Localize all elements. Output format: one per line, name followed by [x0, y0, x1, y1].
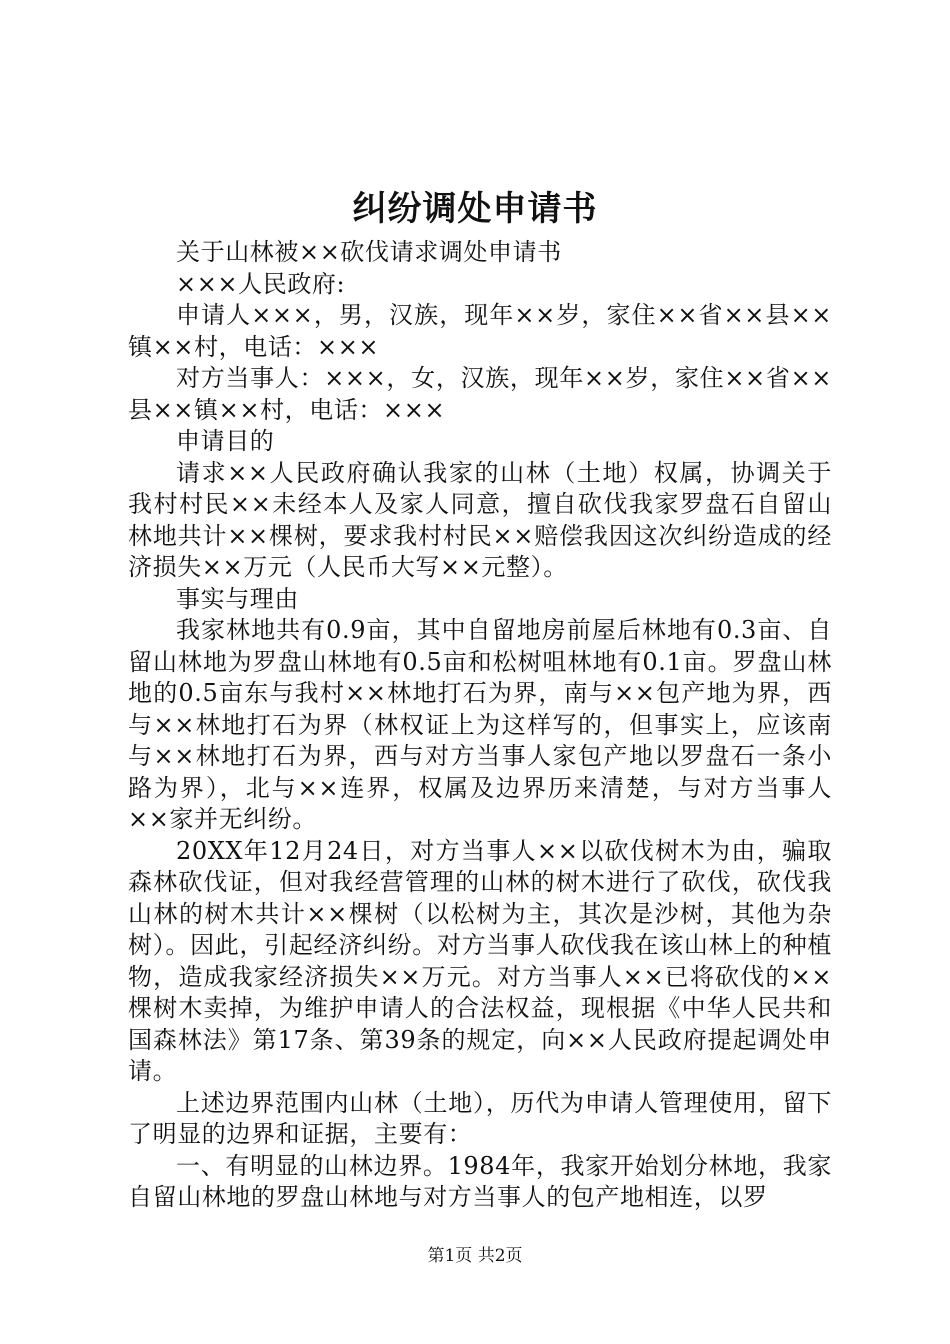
paragraph-evidence-one: 一、有明显的山林边界。1984年，我家开始划分林地，我家自留山林地的罗盘山林地与对方当事人的包产地相连，以罗: [128, 1151, 832, 1211]
paragraph-purpose: 请求××人民政府确认我家的山林（土地）权属，协调关于我村村民××未经本人及家人同意，擅自砍伐我家罗盘石自留山林地共计××棵树，要求我村村民××赔偿我因这次纠纷造成的经济损失××万元（人民币大写××元整）。: [128, 458, 832, 581]
heading-purpose: 申请目的: [176, 427, 275, 455]
paragraph-facts-land: 我家林地共有0.9亩，其中自留地房前屋后林地有0.3亩、自留山林地为罗盘山林地有0.5亩和松树咀林地有0.1亩。罗盘山林地的0.5亩东与我村××林地打石为界，南与××包产地为界，西与××林地打石为界（林权证上为这样写的，但事实上，应该南与××林地打石为界，西与对方当事人家包产地以罗盘石一条小路为界），北与××连界，权属及边界历来清楚，与对方当事人××家并无纠纷。: [128, 616, 832, 833]
paragraph-facts-felling: 20XX年12月24日，对方当事人××以砍伐树木为由，骗取森林砍伐证，但对我经营管理的山林的树木进行了砍伐，砍伐我山林的树木共计××棵树（以松树为主，其次是沙树，其他为杂树）。因此，引起经济纠纷。对方当事人砍伐我在该山林上的种植物，造成我家经济损失××万元。对方当事人××已将砍伐的××棵树木卖掉，为维护申请人的合法权益，现根据《中华人民共和国森林法》第17条、第39条的规定，向××人民政府提起调处申请。: [128, 836, 832, 1085]
page-footer: 第1页 共2页: [427, 1246, 523, 1266]
heading-facts: 事实与理由: [176, 584, 299, 613]
document-title: 纠纷调处申请书: [352, 189, 598, 229]
paragraph-subject: 关于山林被××砍伐请求调处申请书: [176, 238, 562, 266]
paragraph-respondent: 对方当事人：×××，女，汉族，现年××岁，家住××省××县××镇××村，电话：×××: [128, 364, 832, 424]
document-body: [128, 237, 832, 1214]
paragraph-addressee: ×××人民政府:: [176, 269, 346, 298]
paragraph-boundary-intro: 上述边界范围内山林（土地），历代为申请人管理使用，留下了明显的边界和证据，主要有：: [128, 1088, 832, 1148]
paragraph-applicant: 申请人×××，男，汉族，现年××岁，家住××省××县××镇××村，电话：×××: [128, 301, 832, 361]
